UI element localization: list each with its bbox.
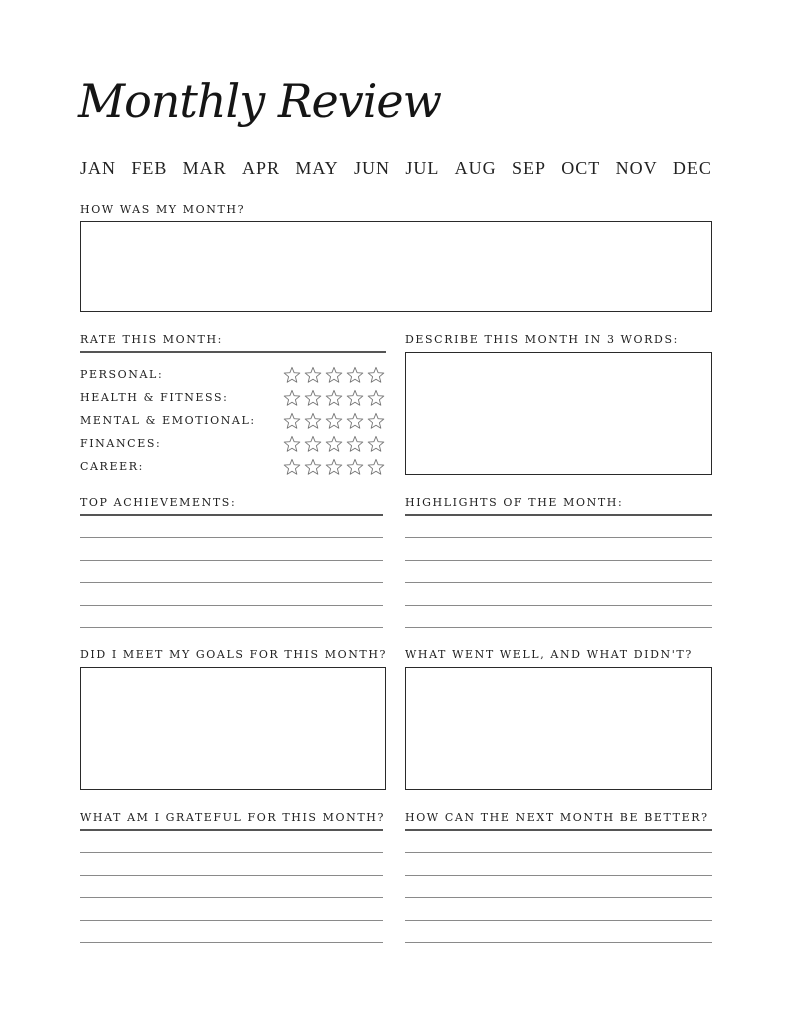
star-icon[interactable] [367, 435, 385, 453]
writing-line[interactable] [80, 605, 383, 606]
star-icon[interactable] [325, 458, 343, 476]
star-icon[interactable] [283, 435, 301, 453]
rating-row-finances [80, 435, 386, 455]
writing-line[interactable] [405, 537, 712, 538]
writing-line[interactable] [405, 560, 712, 561]
month-jun[interactable]: JUN [353, 158, 390, 178]
rating-row-health [80, 389, 386, 409]
top-achievements-rule [80, 514, 383, 516]
top-achievements-label: TOP ACHIEVEMENTS: [80, 496, 237, 509]
month-may[interactable]: MAY [295, 158, 339, 178]
star-icon[interactable] [283, 412, 301, 430]
rating-row-career [80, 458, 386, 478]
star-rating[interactable] [283, 389, 385, 407]
star-icon[interactable] [346, 389, 364, 407]
star-rating[interactable] [283, 366, 385, 384]
rating-row-mental [80, 412, 386, 432]
writing-line[interactable] [405, 942, 712, 943]
month-dec[interactable]: DEC [672, 158, 712, 178]
star-icon[interactable] [325, 435, 343, 453]
month-oct[interactable]: OCT [561, 158, 601, 178]
writing-line[interactable] [405, 582, 712, 583]
writing-line[interactable] [405, 627, 712, 628]
month-aug[interactable]: AUG [454, 158, 497, 178]
star-icon[interactable] [367, 389, 385, 407]
writing-line[interactable] [80, 627, 383, 628]
writing-line[interactable] [405, 605, 712, 606]
writing-line[interactable] [80, 537, 383, 538]
star-icon[interactable] [283, 389, 301, 407]
page-title: Monthly Review [78, 74, 442, 128]
writing-line[interactable] [405, 920, 712, 921]
star-icon[interactable] [304, 458, 322, 476]
star-icon[interactable] [304, 412, 322, 430]
grateful-rule [80, 829, 383, 831]
star-icon[interactable] [346, 366, 364, 384]
star-rating[interactable] [283, 458, 385, 476]
star-icon[interactable] [304, 389, 322, 407]
writing-line[interactable] [405, 897, 712, 898]
writing-line[interactable] [405, 852, 712, 853]
writing-line[interactable] [80, 852, 383, 853]
star-icon[interactable] [346, 412, 364, 430]
writing-line[interactable] [80, 560, 383, 561]
met-goals-box[interactable] [80, 667, 386, 790]
writing-line[interactable] [80, 875, 383, 876]
grateful-label: WHAT AM I GRATEFUL FOR THIS MONTH? [80, 811, 385, 824]
highlights-label: HIGHLIGHTS OF THE MONTH: [405, 496, 624, 509]
met-goals-label: DID I MEET MY GOALS FOR THIS MONTH? [80, 648, 388, 661]
rating-label: MENTAL & EMOTIONAL: [80, 414, 256, 427]
star-icon[interactable] [304, 435, 322, 453]
rating-row-personal [80, 366, 386, 386]
rating-label: CAREER: [80, 460, 144, 473]
star-icon[interactable] [346, 435, 364, 453]
month-jul[interactable]: JUL [405, 158, 440, 178]
star-icon[interactable] [367, 458, 385, 476]
rate-month-label: RATE THIS MONTH: [80, 333, 223, 346]
rate-month-rule [80, 351, 386, 353]
rating-label: HEALTH & FITNESS: [80, 391, 229, 404]
month-apr[interactable]: APR [241, 158, 280, 178]
how-was-month-label: HOW WAS MY MONTH? [80, 203, 246, 216]
star-rating[interactable] [283, 412, 385, 430]
went-well-label: WHAT WENT WELL, AND WHAT DIDN'T? [405, 648, 693, 661]
writing-line[interactable] [80, 897, 383, 898]
rating-label: PERSONAL: [80, 368, 164, 381]
month-feb[interactable]: FEB [131, 158, 168, 178]
next-better-label: HOW CAN THE NEXT MONTH BE BETTER? [405, 811, 709, 824]
star-icon[interactable] [325, 366, 343, 384]
how-was-month-box[interactable] [80, 221, 712, 312]
star-icon[interactable] [367, 412, 385, 430]
month-sep[interactable]: SEP [511, 158, 546, 178]
describe-words-box[interactable] [405, 352, 712, 475]
went-well-box[interactable] [405, 667, 712, 790]
describe-words-label: DESCRIBE THIS MONTH IN 3 WORDS: [405, 333, 679, 346]
star-icon[interactable] [325, 412, 343, 430]
month-mar[interactable]: MAR [182, 158, 227, 178]
month-selector [80, 158, 712, 179]
star-icon[interactable] [283, 458, 301, 476]
writing-line[interactable] [80, 920, 383, 921]
star-icon[interactable] [367, 366, 385, 384]
star-icon[interactable] [346, 458, 364, 476]
month-nov[interactable]: NOV [615, 158, 658, 178]
month-jan[interactable]: JAN [80, 158, 117, 178]
next-better-rule [405, 829, 712, 831]
writing-line[interactable] [80, 582, 383, 583]
star-icon[interactable] [325, 389, 343, 407]
star-icon[interactable] [304, 366, 322, 384]
writing-line[interactable] [405, 875, 712, 876]
star-icon[interactable] [283, 366, 301, 384]
star-rating[interactable] [283, 435, 385, 453]
writing-line[interactable] [80, 942, 383, 943]
rating-label: FINANCES: [80, 437, 162, 450]
highlights-rule [405, 514, 712, 516]
